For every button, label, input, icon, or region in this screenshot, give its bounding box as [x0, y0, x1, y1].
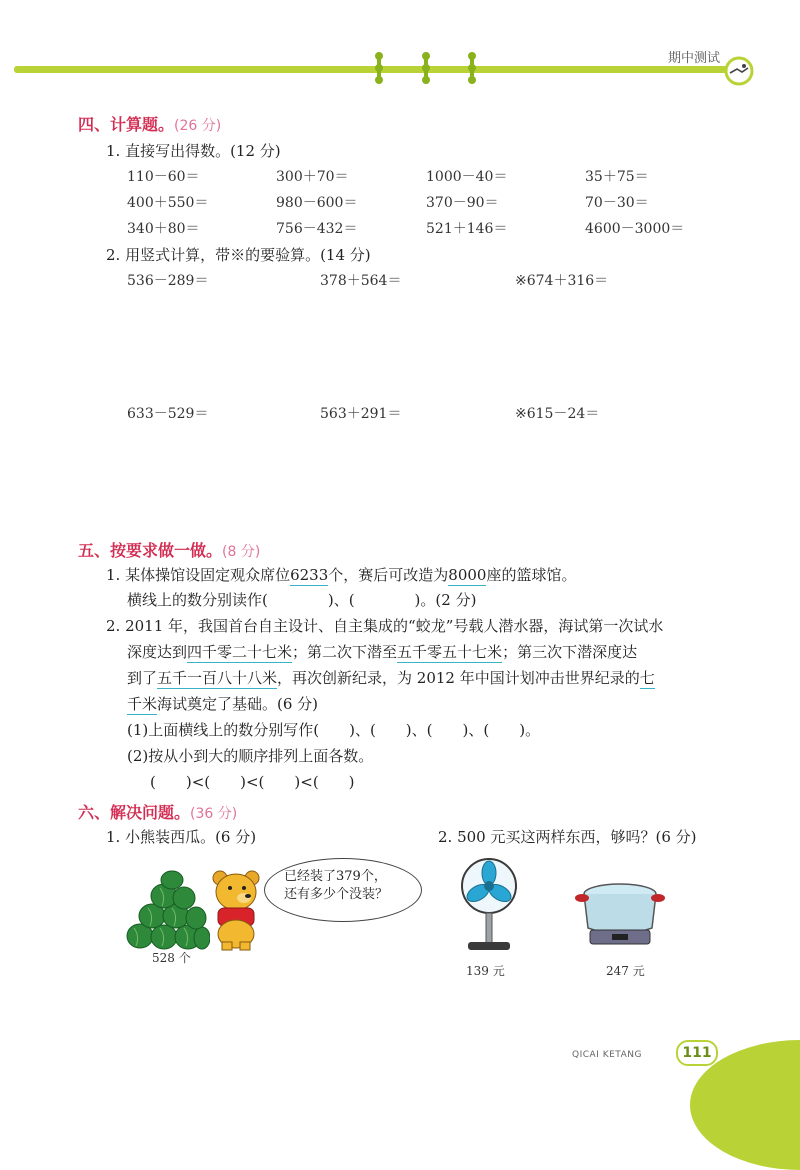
- binder-ring-icon: [375, 52, 383, 84]
- s4-q1-label: 1. 直接写出得数。(12 分): [106, 142, 281, 160]
- header-title: 期中测试: [668, 51, 721, 66]
- s6-q2-label: 2. 500 元买这两样东西，够吗？(6 分): [438, 828, 697, 846]
- vertical-calc-item: 378＋564＝: [320, 273, 402, 289]
- footer-brand: QICAI KETANG: [572, 1050, 642, 1060]
- watermelon-count: 528 个: [152, 951, 191, 965]
- speech-bubble-text: 已经装了379个， 还有多少个没装？: [284, 869, 389, 902]
- s5-q2-order-blanks: ( )<( )<( )<( ): [150, 773, 355, 791]
- vertical-calc-item: 563＋291＝: [320, 406, 402, 422]
- fan-price: 139 元: [466, 964, 505, 978]
- calc-item: 1000－40＝: [426, 169, 508, 185]
- vertical-calc-item: ※615－24＝: [515, 406, 600, 422]
- s5-q2-part2: (2)按从小到大的顺序排列上面各数。: [127, 747, 374, 765]
- s5-q2-line4: 千米海试奠定了基础。(6 分): [127, 695, 319, 713]
- calc-item: 340＋80＝: [127, 221, 200, 237]
- binder-ring-icon: [422, 52, 430, 84]
- s5-q2-line2: 深度达到四千零二十七米；第二次下潜至五千零五十七米；第三次下潜深度达: [127, 643, 638, 661]
- section-4-title: 四、计算题。(26 分): [78, 115, 222, 134]
- calc-item: 400＋550＝: [127, 195, 209, 211]
- section-6-title: 六、解决问题。(36 分): [78, 803, 238, 822]
- runner-badge-icon: [722, 56, 756, 86]
- calc-item: 4600－3000＝: [585, 221, 685, 237]
- page-number: 111: [676, 1040, 718, 1066]
- s5-q2-line3: 到了五千一百八十八米，再次创新纪录，为 2012 年中国计划冲击世界纪录的七: [127, 669, 655, 687]
- calc-item: 521＋146＝: [426, 221, 508, 237]
- s5-q1-line1: 1. 某体操馆设固定观众席位6233个，赛后可改造为8000座的篮球馆。: [106, 566, 577, 584]
- vertical-calc-item: ※674＋316＝: [515, 273, 609, 289]
- electric-fan-icon: [458, 856, 520, 956]
- calc-item: 980－600＝: [276, 195, 358, 211]
- calc-item: 756－432＝: [276, 221, 358, 237]
- calc-item: 370－90＝: [426, 195, 499, 211]
- calc-item: 35＋75＝: [585, 169, 649, 185]
- s5-q1-line2: 横线上的数分别读作( )、( )。(2 分): [127, 591, 477, 609]
- calc-item: 70－30＝: [585, 195, 649, 211]
- s4-q2-label: 2. 用竖式计算，带※的要验算。(14 分): [106, 246, 371, 264]
- electric-pot-icon: [574, 880, 666, 952]
- section-5-title: 五、按要求做一做。(8 分): [78, 541, 261, 560]
- calc-item: 300＋70＝: [276, 169, 349, 185]
- bear-illustration: [206, 868, 266, 952]
- watermelon-pile-icon: [126, 870, 210, 950]
- s5-q2-line1: 2. 2011 年，我国首台自主设计、自主集成的“蛟龙”号载人潜水器，海试第一次试水: [106, 617, 664, 635]
- calc-item: 110－60＝: [127, 169, 200, 185]
- binder-ring-icon: [468, 52, 476, 84]
- vertical-calc-item: 633－529＝: [127, 406, 209, 422]
- s5-q2-part1: (1)上面横线上的数分别写作( )、( )、( )、( )。: [127, 721, 541, 739]
- vertical-calc-item: 536－289＝: [127, 273, 209, 289]
- s6-q1-label: 1. 小熊装西瓜。(6 分): [106, 828, 257, 846]
- pot-price: 247 元: [606, 964, 645, 978]
